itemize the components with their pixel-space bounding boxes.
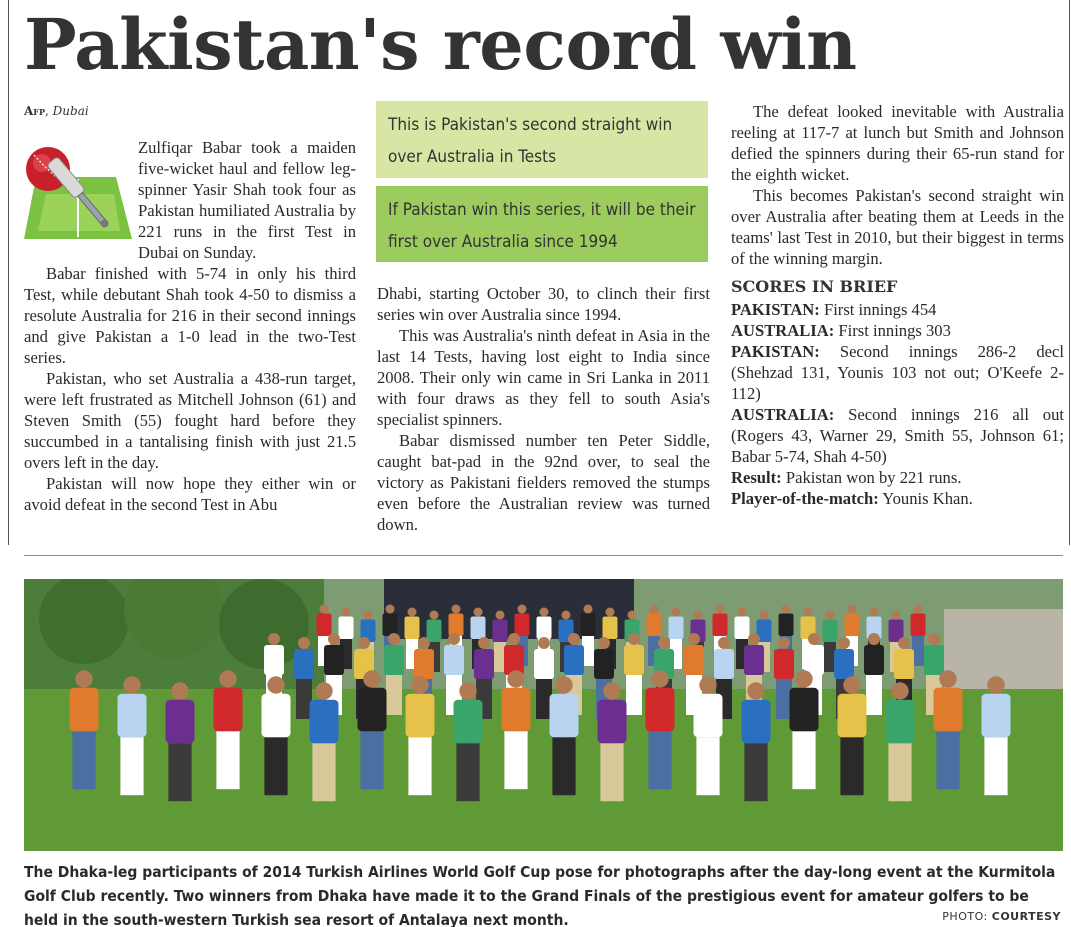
pull-quote-1: This is Pakistan's second straight win over Australia in Tests: [376, 101, 708, 178]
score-label: PAKISTAN:: [731, 342, 820, 361]
story-paragraph: The defeat looked inevitable with Australia reeling at 117-7 at lunch but Smith and Johnson defied the spinners during their 65-run stand for the eighth wicket.: [731, 102, 1064, 184]
photo-credit-label: PHOTO:: [942, 910, 988, 923]
score-text: First innings 303: [834, 321, 951, 340]
golfer-figure: [598, 682, 627, 801]
score-line: [731, 299, 1064, 320]
score-label: Result:: [731, 468, 782, 487]
golfer-figure: [118, 676, 147, 795]
photo-caption: The Dhaka-leg participants of 2014 Turkish Airlines World Golf Cup pose for photographs after the day-long event at the Kurmitola Golf Club recently. Two winners from Dhaka have made it to the Grand Finals of the prestigious event for amateur golfers to be held in the south-western Turkish sea resort of Antalaya next month.: [24, 863, 1056, 927]
golfer-figure: [454, 682, 483, 801]
story-paragraph: Pakistan will now hope they either win or avoid defeat in the second Test in Abu: [24, 474, 356, 514]
golfer-figure: [838, 676, 867, 795]
section-divider: [24, 555, 1063, 556]
photo-credit-name: COURTESY: [991, 910, 1061, 923]
story-paragraph: This becomes Pakistan's second straight win over Australia after beating them at Leeds in the teams' last Test in 2010, but their biggest in terms of the winning margin.: [731, 186, 1064, 268]
golfer-figure: [790, 670, 819, 789]
golfer-figure: [864, 633, 884, 715]
pull-quote-2: If Pakistan win this series, it will be their first over Australia since 1994: [376, 186, 708, 262]
score-line: [731, 341, 1064, 404]
scores-title: SCORES IN BRIEF: [731, 277, 898, 296]
story-column-1: [24, 137, 356, 515]
score-line: [731, 467, 1064, 488]
score-text: First innings 454: [819, 300, 937, 319]
score-label: AUSTRALIA:: [731, 321, 835, 340]
score-text: Younis Khan.: [878, 489, 973, 508]
golfer-figure: [70, 670, 99, 789]
golfer-figure: [742, 682, 771, 801]
score-label: Player-of-the-match:: [731, 489, 879, 508]
group-photo: [24, 579, 1063, 851]
score-text: Second innings 286-2 decl (Shehzad 131, Younis 103 not out; O'Keefe 2-112): [731, 342, 1064, 403]
story-paragraph: Dhabi, starting October 30, to clinch their first series win over Australia since 1994.: [377, 284, 710, 324]
score-label: PAKISTAN:: [731, 300, 820, 319]
story-paragraph: Babar finished with 5-74 in only his third Test, while debutant Shah took 4-50 to dismiss a resolute Australia for 216 in their second innings and give Pakistan a 1-0 lead in the two-Test series.: [24, 264, 356, 367]
byline-agency: Afp: [24, 104, 46, 118]
right-column-rule: [1069, 0, 1070, 545]
golf-group-photo-illustration: [24, 579, 1063, 851]
golfer-figure: [694, 676, 723, 795]
score-text: Pakistan won by 221 runs.: [781, 468, 962, 487]
cricket-ball-bat-icon: [24, 139, 132, 251]
golfer-figure: [358, 670, 387, 789]
score-line: [731, 404, 1064, 467]
story-paragraph: Babar dismissed number ten Peter Siddle, caught bat-pad in the 92nd over, to seal the victory as Pakistani fielders removed the stumps even before the Australian review was turned down.: [377, 431, 710, 534]
photo-credit: [942, 910, 1061, 923]
golfer-figure: [624, 633, 644, 715]
golfer-figure: [886, 682, 915, 801]
golfer-figure: [646, 670, 675, 789]
score-text: Second innings 216 all out (Rogers 43, Warner 29, Smith 55, Johnson 61; Babar 5-74, Shah 4-50): [731, 405, 1064, 466]
headline: Pakistan's record win: [24, 3, 857, 86]
story-paragraph: Zulfiqar Babar took a maiden five-wicket haul and fellow leg-spinner Yasir Shah took four as Pakistan humiliated Australia by 221 runs in the first Test in Dubai on Sunday.: [138, 138, 356, 262]
score-line: [731, 320, 1064, 341]
golfer-figure: [384, 633, 404, 715]
golfer-figure: [214, 670, 243, 789]
golfer-figure: [982, 676, 1011, 795]
story-column-3: [731, 101, 1064, 509]
golfer-figure: [406, 676, 435, 795]
golfer-figure: [262, 676, 291, 795]
story-paragraph: Pakistan, who set Australia a 438-run target, were left frustrated as Mitchell Johnson (61) and Steven Smith (55) fought hard before they succumbed in a tantalising finish with just 21.5 overs left in the day.: [24, 369, 356, 472]
golfer-figure: [550, 676, 579, 795]
story-paragraph: This was Australia's ninth defeat in Asia in the last 14 Tests, having lost eight to India since 2008. Their only win came in Sri Lanka in 2011 with four draws as they fell to south Asia's specialist spinners.: [377, 326, 710, 429]
story-column-2: [377, 283, 710, 535]
score-line: [731, 488, 1064, 509]
score-label: AUSTRALIA:: [731, 405, 835, 424]
golfer-figure: [166, 682, 195, 801]
byline-place: Dubai: [52, 104, 89, 118]
left-column-rule: [8, 0, 9, 545]
golfer-figure: [502, 670, 531, 789]
byline: Afp, Dubai: [24, 104, 89, 118]
golfer-figure: [310, 682, 339, 801]
golfer-figure: [934, 670, 963, 789]
